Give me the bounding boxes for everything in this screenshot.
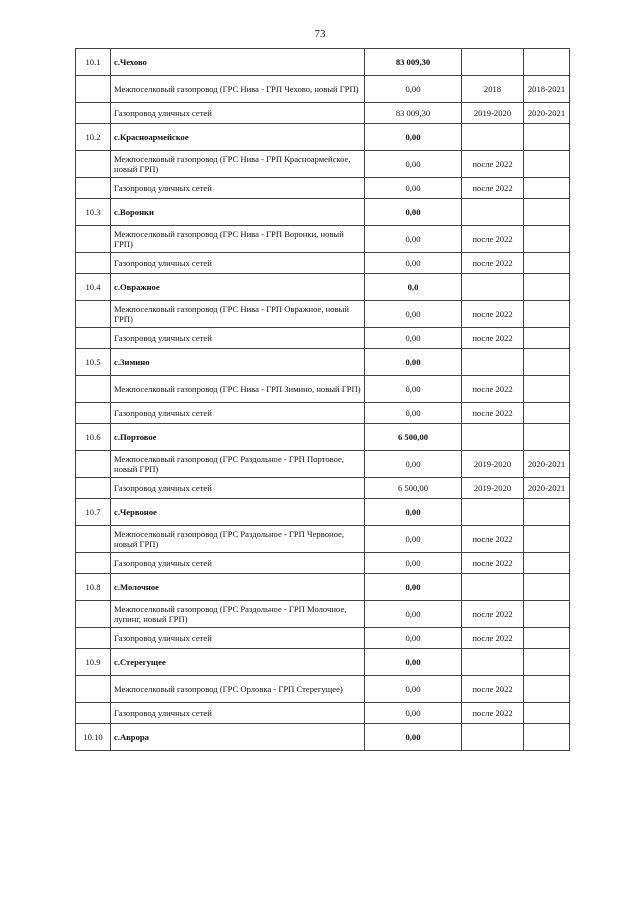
row-number-cell xyxy=(76,103,111,124)
pipeline-row xyxy=(76,178,570,199)
period-end-cell xyxy=(524,178,570,199)
row-number-cell xyxy=(76,76,111,103)
pipeline-name-cell: Газопровод уличных сетей xyxy=(111,703,365,724)
period-start-cell xyxy=(462,199,524,226)
period-end-cell xyxy=(524,253,570,274)
period-start-cell: после 2022 xyxy=(462,376,524,403)
row-number-cell xyxy=(76,526,111,553)
settlement-row xyxy=(76,49,570,76)
amount-cell: 0,00 xyxy=(365,574,462,601)
amount-cell: 0,00 xyxy=(365,301,462,328)
period-start-cell: после 2022 xyxy=(462,178,524,199)
period-end-cell xyxy=(524,328,570,349)
pipeline-row xyxy=(76,103,570,124)
pipeline-name-cell: Межпоселковый газопровод (ГРС Раздольное - ГРП Червоное, новый ГРП) xyxy=(111,526,365,553)
settlement-name-cell: с.Молочное xyxy=(111,574,365,601)
period-end-cell xyxy=(524,199,570,226)
pipeline-row xyxy=(76,151,570,178)
row-number-cell xyxy=(76,151,111,178)
settlement-name-cell: с.Чехово xyxy=(111,49,365,76)
row-number-cell xyxy=(76,703,111,724)
period-start-cell: 2019-2020 xyxy=(462,478,524,499)
period-start-cell: после 2022 xyxy=(462,226,524,253)
pipeline-row xyxy=(76,451,570,478)
amount-cell: 0,00 xyxy=(365,676,462,703)
row-number-cell xyxy=(76,253,111,274)
period-start-cell: 2018 xyxy=(462,76,524,103)
pipeline-row xyxy=(76,376,570,403)
amount-cell: 0,00 xyxy=(365,703,462,724)
amount-cell: 83 009,30 xyxy=(365,49,462,76)
pipeline-name-cell: Межпоселковый газопровод (ГРС Нива - ГРП Зимино, новый ГРП) xyxy=(111,376,365,403)
amount-cell: 83 009,30 xyxy=(365,103,462,124)
row-number-cell xyxy=(76,676,111,703)
row-number-cell xyxy=(76,328,111,349)
amount-cell: 0,00 xyxy=(365,76,462,103)
period-end-cell xyxy=(524,274,570,301)
pipeline-name-cell: Межпоселковый газопровод (ГРС Нива - ГРП Овражное, новый ГРП) xyxy=(111,301,365,328)
period-start-cell xyxy=(462,124,524,151)
period-end-cell xyxy=(524,601,570,628)
period-end-cell xyxy=(524,703,570,724)
pipeline-row xyxy=(76,628,570,649)
period-end-cell: 2020-2021 xyxy=(524,478,570,499)
amount-cell: 0,00 xyxy=(365,124,462,151)
row-number-cell xyxy=(76,376,111,403)
pipeline-name-cell: Межпоселковый газопровод (ГРС Нива - ГРП Красноармейское, новый ГРП) xyxy=(111,151,365,178)
row-number-cell: 10.9 xyxy=(76,649,111,676)
period-start-cell: после 2022 xyxy=(462,151,524,178)
pipeline-name-cell: Газопровод уличных сетей xyxy=(111,178,365,199)
row-number-cell: 10.1 xyxy=(76,49,111,76)
period-start-cell: после 2022 xyxy=(462,526,524,553)
period-start-cell: после 2022 xyxy=(462,403,524,424)
settlement-name-cell: с.Портовое xyxy=(111,424,365,451)
pipeline-name-cell: Газопровод уличных сетей xyxy=(111,628,365,649)
amount-cell: 0,00 xyxy=(365,526,462,553)
period-start-cell: после 2022 xyxy=(462,328,524,349)
period-end-cell xyxy=(524,676,570,703)
amount-cell: 0,00 xyxy=(365,451,462,478)
period-start-cell xyxy=(462,274,524,301)
period-end-cell: 2018-2021 xyxy=(524,76,570,103)
amount-cell: 0,00 xyxy=(365,724,462,751)
amount-cell: 0,00 xyxy=(365,628,462,649)
pipeline-name-cell: Газопровод уличных сетей xyxy=(111,553,365,574)
amount-cell: 0,00 xyxy=(365,499,462,526)
period-end-cell xyxy=(524,349,570,376)
pipeline-row xyxy=(76,526,570,553)
period-start-cell xyxy=(462,349,524,376)
pipeline-row xyxy=(76,301,570,328)
gasification-table xyxy=(75,48,570,751)
period-end-cell xyxy=(524,499,570,526)
period-end-cell xyxy=(524,403,570,424)
settlement-name-cell: с.Воронки xyxy=(111,199,365,226)
settlement-name-cell: с.Червоное xyxy=(111,499,365,526)
period-end-cell xyxy=(524,526,570,553)
pipeline-row xyxy=(76,253,570,274)
amount-cell: 0,00 xyxy=(365,553,462,574)
row-number-cell xyxy=(76,451,111,478)
pipeline-row xyxy=(76,553,570,574)
pipeline-row xyxy=(76,226,570,253)
pipeline-name-cell: Межпоселковый газопровод (ГРС Раздольное - ГРП Молочное, лупинг, новый ГРП) xyxy=(111,601,365,628)
settlement-row xyxy=(76,724,570,751)
period-start-cell: после 2022 xyxy=(462,301,524,328)
amount-cell: 0,00 xyxy=(365,253,462,274)
page-number: 73 xyxy=(314,28,326,40)
period-end-cell xyxy=(524,124,570,151)
settlement-row xyxy=(76,424,570,451)
amount-cell: 0,0 xyxy=(365,274,462,301)
pipeline-row xyxy=(76,478,570,499)
period-end-cell xyxy=(524,301,570,328)
settlement-name-cell: с.Красноармейское xyxy=(111,124,365,151)
pipeline-row xyxy=(76,601,570,628)
amount-cell: 6 500,00 xyxy=(365,424,462,451)
row-number-cell: 10.2 xyxy=(76,124,111,151)
settlement-row xyxy=(76,199,570,226)
row-number-cell xyxy=(76,301,111,328)
amount-cell: 0,00 xyxy=(365,403,462,424)
period-start-cell: после 2022 xyxy=(462,628,524,649)
settlement-name-cell: с.Стерегущее xyxy=(111,649,365,676)
row-number-cell xyxy=(76,553,111,574)
period-end-cell xyxy=(524,724,570,751)
amount-cell: 0,00 xyxy=(365,349,462,376)
period-end-cell xyxy=(524,424,570,451)
pipeline-row xyxy=(76,76,570,103)
amount-cell: 0,00 xyxy=(365,151,462,178)
period-end-cell xyxy=(524,376,570,403)
amount-cell: 0,00 xyxy=(365,178,462,199)
settlement-row xyxy=(76,574,570,601)
pipeline-name-cell: Газопровод уличных сетей xyxy=(111,253,365,274)
period-start-cell xyxy=(462,499,524,526)
pipeline-name-cell: Газопровод уличных сетей xyxy=(111,103,365,124)
period-end-cell xyxy=(524,628,570,649)
amount-cell: 0,00 xyxy=(365,226,462,253)
settlement-row xyxy=(76,124,570,151)
period-start-cell xyxy=(462,724,524,751)
row-number-cell: 10.5 xyxy=(76,349,111,376)
period-start-cell: 2019-2020 xyxy=(462,103,524,124)
row-number-cell: 10.8 xyxy=(76,574,111,601)
period-end-cell xyxy=(524,649,570,676)
row-number-cell xyxy=(76,478,111,499)
amount-cell: 0,00 xyxy=(365,328,462,349)
pipeline-row xyxy=(76,676,570,703)
amount-cell: 0,00 xyxy=(365,601,462,628)
settlement-row xyxy=(76,499,570,526)
period-start-cell: после 2022 xyxy=(462,253,524,274)
amount-cell: 0,00 xyxy=(365,376,462,403)
settlement-row xyxy=(76,349,570,376)
pipeline-name-cell: Газопровод уличных сетей xyxy=(111,478,365,499)
table-body xyxy=(76,49,570,751)
settlement-name-cell: с.Аврора xyxy=(111,724,365,751)
row-number-cell: 10.4 xyxy=(76,274,111,301)
pipeline-row xyxy=(76,403,570,424)
amount-cell: 6 500,00 xyxy=(365,478,462,499)
row-number-cell xyxy=(76,403,111,424)
period-start-cell xyxy=(462,49,524,76)
row-number-cell: 10.7 xyxy=(76,499,111,526)
period-start-cell: после 2022 xyxy=(462,703,524,724)
amount-cell: 0,00 xyxy=(365,199,462,226)
period-end-cell: 2020-2021 xyxy=(524,451,570,478)
period-start-cell xyxy=(462,649,524,676)
pipeline-name-cell: Газопровод уличных сетей xyxy=(111,403,365,424)
pipeline-name-cell: Газопровод уличных сетей xyxy=(111,328,365,349)
pipeline-row xyxy=(76,703,570,724)
period-end-cell xyxy=(524,49,570,76)
pipeline-name-cell: Межпоселковый газопровод (ГРС Нива - ГРП Воронки, новый ГРП) xyxy=(111,226,365,253)
settlement-row xyxy=(76,274,570,301)
row-number-cell xyxy=(76,628,111,649)
settlement-row xyxy=(76,649,570,676)
pipeline-name-cell: Межпоселковый газопровод (ГРС Нива - ГРП Чехово, новый ГРП) xyxy=(111,76,365,103)
row-number-cell xyxy=(76,601,111,628)
period-start-cell: после 2022 xyxy=(462,676,524,703)
row-number-cell: 10.10 xyxy=(76,724,111,751)
row-number-cell xyxy=(76,226,111,253)
period-start-cell: после 2022 xyxy=(462,601,524,628)
settlement-name-cell: с.Зимино xyxy=(111,349,365,376)
period-end-cell xyxy=(524,226,570,253)
pipeline-name-cell: Межпоселковый газопровод (ГРС Раздольное - ГРП Портовое, новый ГРП) xyxy=(111,451,365,478)
amount-cell: 0,00 xyxy=(365,649,462,676)
settlement-name-cell: с.Овражное xyxy=(111,274,365,301)
period-end-cell xyxy=(524,553,570,574)
period-end-cell xyxy=(524,574,570,601)
pipeline-name-cell: Межпоселковый газопровод (ГРС Орловка - ГРП Стерегущее) xyxy=(111,676,365,703)
row-number-cell: 10.3 xyxy=(76,199,111,226)
row-number-cell xyxy=(76,178,111,199)
row-number-cell: 10.6 xyxy=(76,424,111,451)
period-start-cell xyxy=(462,574,524,601)
period-start-cell: 2019-2020 xyxy=(462,451,524,478)
period-end-cell xyxy=(524,151,570,178)
period-start-cell: после 2022 xyxy=(462,553,524,574)
period-end-cell: 2020-2021 xyxy=(524,103,570,124)
pipeline-row xyxy=(76,328,570,349)
period-start-cell xyxy=(462,424,524,451)
